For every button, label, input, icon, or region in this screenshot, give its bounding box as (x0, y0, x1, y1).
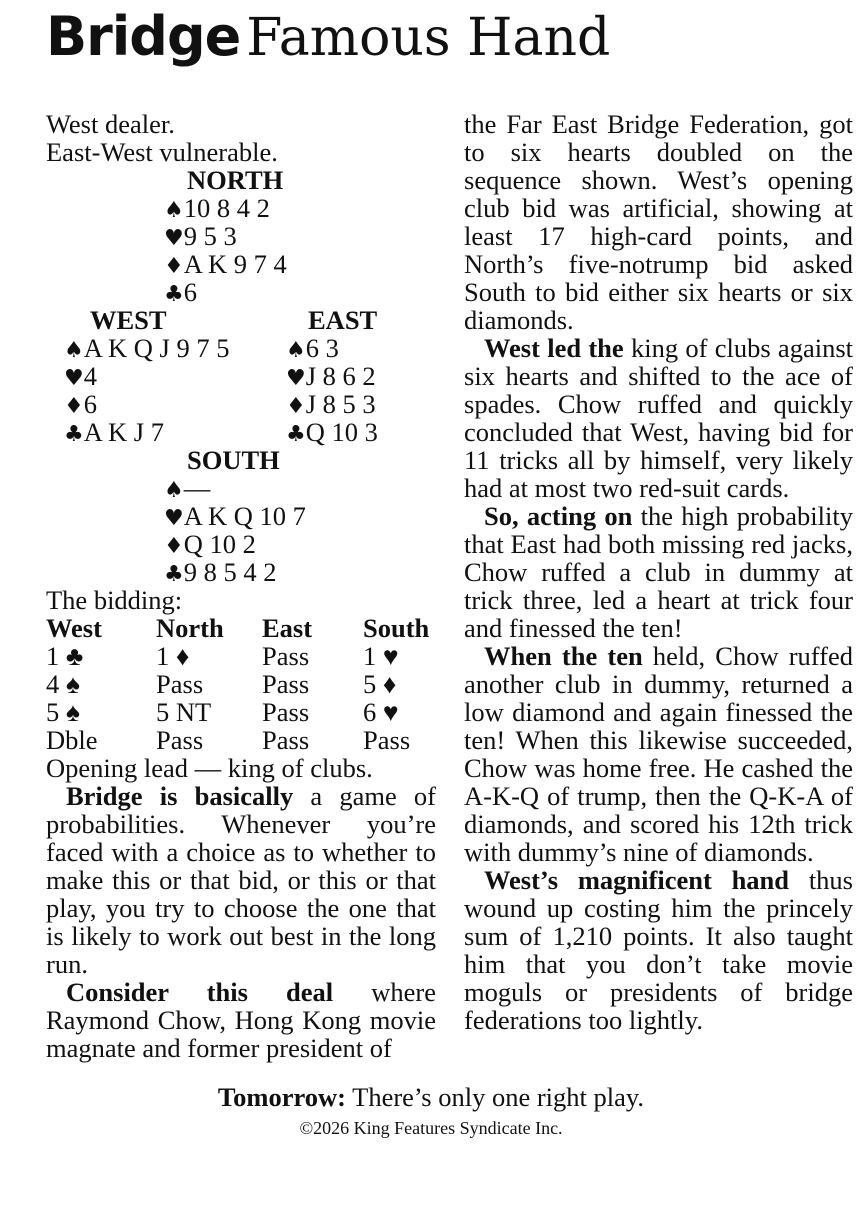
heart-icon: ♥ (286, 366, 306, 391)
bidding-row (46, 642, 436, 670)
paragraph-2-continued (464, 110, 853, 334)
title-famous-hand: Famous Hand (246, 8, 611, 68)
club-icon: ♣ (164, 282, 184, 307)
north-spades: ♠10 8 4 2 (164, 193, 270, 223)
club-icon: ♣ (164, 562, 184, 587)
heart-icon: ♥ (164, 506, 184, 531)
opening-lead: Opening lead — king of clubs. (46, 753, 373, 783)
diamond-icon: ♦ (286, 394, 306, 419)
bid-cell: 5 NT (156, 697, 212, 727)
paragraph-6: West’s magnificent hand thus wound up costing him the princely sum of 1,210 points. It also taught him that you don’t take movie moguls or presidents of bridge federations too lightly. (464, 865, 853, 1035)
west-diamonds: ♦6 (64, 389, 97, 419)
paragraph-3: West led the king of clubs against six hearts and shifted to the ace of spades. Chow ruffed and quickly concluded that West, having bid for 11 tricks all by himself, very likely had at most two red-suit cards. (464, 333, 853, 503)
west-label: WEST (90, 305, 167, 335)
east-hearts: ♥J 8 6 2 (286, 361, 376, 391)
spade-icon: ♠ (164, 478, 184, 503)
south-label: SOUTH (187, 445, 280, 475)
south-diamonds: ♦Q 10 2 (164, 529, 256, 559)
spade-icon: ♠ (164, 198, 184, 223)
bid-cell: 5 ♦ (363, 669, 397, 699)
south-hearts: ♥A K Q 10 7 (164, 501, 306, 531)
paragraph-2-start: Consider this deal where Raymond Chow, Hong Kong movie magnate and former president of (46, 977, 436, 1063)
bid-header-east: East (262, 613, 313, 643)
bid-cell: Pass (262, 725, 310, 755)
bid-cell: Pass (156, 725, 204, 755)
bid-cell: Pass (262, 697, 310, 727)
heart-icon: ♥ (164, 226, 184, 251)
north-clubs: ♣6 (164, 277, 197, 307)
east-label: EAST (308, 305, 378, 335)
bidding-intro: The bidding: (46, 585, 183, 615)
copyright: ©2026 King Features Syndicate Inc. (299, 1118, 563, 1138)
west-spades: ♠A K Q J 9 7 5 (64, 333, 230, 363)
bid-cell: 1 ♥ (363, 641, 399, 671)
bid-cell: 4 ♠ (46, 669, 80, 699)
tomorrow-teaser: Tomorrow: There’s only one right play. (217, 1082, 645, 1112)
north-hearts: ♥9 5 3 (164, 221, 237, 251)
bid-cell: 1 ♦ (156, 641, 190, 671)
bidding-row (46, 670, 436, 698)
spade-icon: ♠ (64, 338, 84, 363)
heart-icon: ♥ (64, 366, 84, 391)
south-spades: ♠— (164, 473, 211, 503)
bid-cell: 1 ♣ (46, 641, 84, 671)
spade-icon: ♠ (286, 338, 306, 363)
west-clubs: ♣A K J 7 (64, 417, 164, 447)
vulnerability-line: East-West vulnerable. (46, 137, 278, 167)
title-bridge: Bridge (46, 5, 241, 68)
dealer-line: West dealer. (46, 109, 175, 139)
club-icon: ♣ (286, 422, 306, 447)
p2-left-text: where Raymond Chow, Hong Kong movie magnate and former president of (46, 977, 436, 1063)
bidding-table (46, 614, 436, 754)
paragraph-1: Bridge is basically a game of probabilities. Whenever you’re faced with a choice as to whether to make this or that bid, or this or that play, you try to choose the one that is likely to work out best in the long run. (46, 781, 436, 979)
diamond-icon: ♦ (64, 394, 84, 419)
page-title (46, 5, 611, 68)
bid-cell: Pass (262, 641, 310, 671)
east-spades: ♠6 3 (286, 333, 339, 363)
paragraph-4: So, acting on the high probability that East had both missing red jacks, Chow ruffed a club in dummy at trick three, led a heart at trick four and finessed the ten! (464, 501, 853, 643)
bid-header-west: West (46, 613, 102, 643)
article-left-paragraphs (46, 782, 436, 1062)
bidding-header-row (46, 614, 436, 642)
diamond-icon: ♦ (164, 254, 184, 279)
north-diamonds: ♦A K 9 7 4 (164, 249, 287, 279)
east-clubs: ♣Q 10 3 (286, 417, 378, 447)
bid-header-north: North (156, 613, 224, 643)
bid-header-south: South (363, 613, 430, 643)
south-clubs: ♣9 8 5 4 2 (164, 557, 277, 587)
p2-right-text: the Far East Bridge Federation, got to six hearts doubled on the sequence shown. West’s opening club bid was artificial, showing at least 17 high-card points, and North’s five-notrump bid asked South to bid either six hearts or six diamonds. (464, 109, 853, 335)
bid-cell: 5 ♠ (46, 697, 80, 727)
bidding-row (46, 726, 436, 754)
bid-cell: Pass (363, 725, 411, 755)
diamond-icon: ♦ (164, 534, 184, 559)
right-column (464, 110, 853, 1034)
bid-cell: Pass (262, 669, 310, 699)
club-icon: ♣ (64, 422, 84, 447)
bid-cell: Dble (46, 725, 98, 755)
bid-cell: Pass (156, 669, 204, 699)
paragraph-5: When the ten held, Chow ruffed another club in dummy, returned a low diamond and again finessed the ten! When this likewise succeeded, Chow was home free. He cashed the A-K-Q of trump, then the Q-K-A of diamonds, and scored his 12th trick with dummy’s nine of diamonds. (464, 641, 853, 867)
bid-cell: 6 ♥ (363, 697, 399, 727)
north-label: NORTH (187, 165, 284, 195)
west-hearts: ♥4 (64, 361, 97, 391)
east-diamonds: ♦J 8 5 3 (286, 389, 376, 419)
bidding-row (46, 698, 436, 726)
